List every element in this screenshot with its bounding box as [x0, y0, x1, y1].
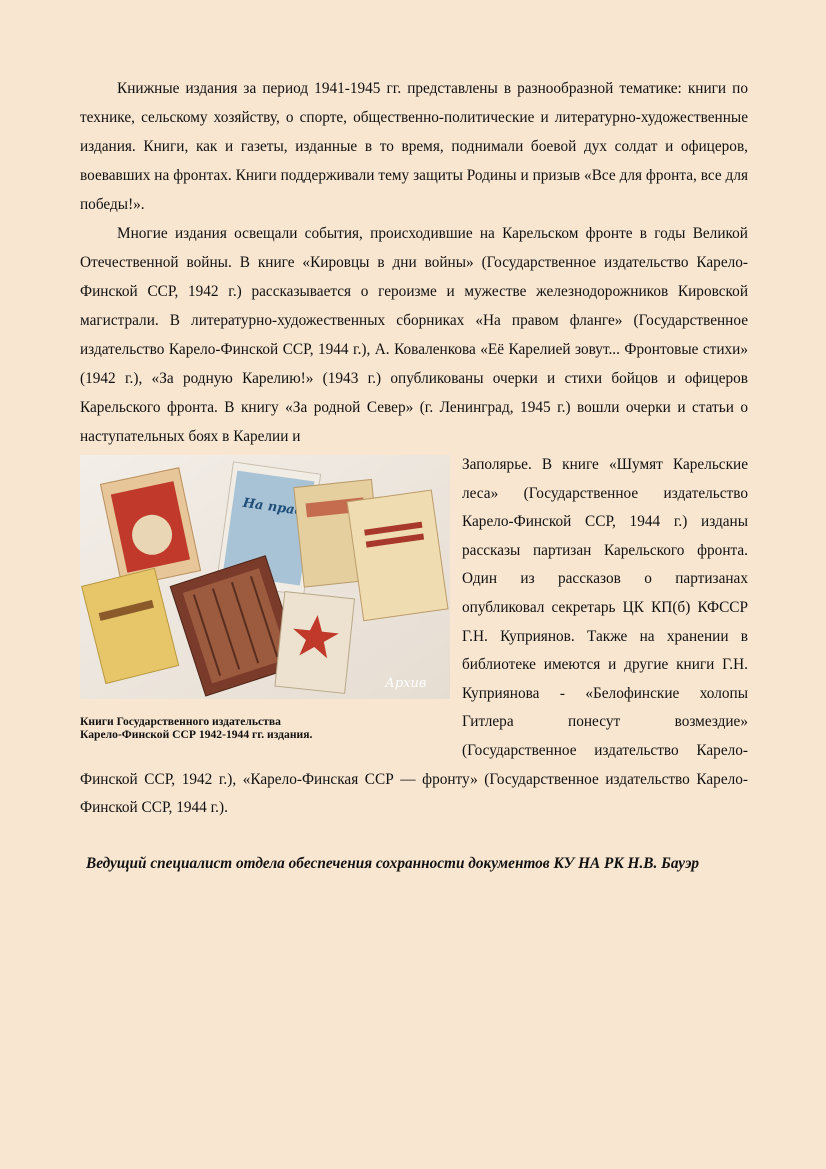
books-photo — [80, 455, 450, 699]
book-karelo-finskaya — [347, 490, 448, 621]
svg-text:На правом фланге: На — [241, 495, 265, 514]
caption-line-1: Книги Государственного издательства — [80, 715, 281, 728]
book-star — [275, 592, 355, 694]
caption-line-2: Карело-Финской ССР 1942-1944 гг. издания. — [80, 728, 313, 741]
wrapped-paragraph: Заполярье. В книге «Шумят Карельские леса» (Государственное издательство Карело-Финской ССР, 1944 г.) изданы рассказы партизан Карельского фронта. Один из рассказов о партизанах опубликовал секретарь ЦК КП(б) КФССР Г.Н. Куприянов. Также на хранении в библиотеке имеются и другие книги Г.Н. Куприянова - «Белофинские холопы Гитлера понесут возмездие» (Государственное издательство Карело-Финской ССР, 1942 г.), «Карело-Финская ССР — фронту» (Государственное издательство Карело-Финской ССР, 1944 г.). — [80, 456, 748, 817]
archive-watermark: Архив — [385, 676, 427, 691]
karelian-front-paragraph: Многие издания освещали события, происходившие на Карельском фронте в годы Великой Отечественной войны. В книге «Кировцы в дни войны» (Государственное издательство Карело-Финской ССР, 1942 г.) рассказывается о героизме и мужестве железнодорожников Кировской магистрали. В литературно-художественных сборниках «На правом фланге» (Государственное издательство Карело-Финской ССР, 1944 г.), А. Коваленкова «Её Карелией зовут... Фронтовые стихи» (1942 г.), «За родную Карелию!» (1943 г.) опубликованы очерки и стихи бойцов и офицеров Карельского фронта. В книгу «За родной Север» (г. Ленинград, 1945 г.) вошли очерки и статьи о наступательных боях в Карелии и — [80, 225, 748, 445]
intro-paragraph: Книжные издания за период 1941-1945 гг. представлены в разнообразной тематике: книги по технике, сельскому хозяйству, о спорте, общественно-политические и литературно-художественные издания. Книги, как и газеты, изданные в то время, поднимали боевой дух солдат и офицеров, воевавших на фронтах. Книги поддерживали тему защиты Родины и призыв «Все для фронта, все для победы!». — [80, 80, 748, 213]
figure-wrap-block — [80, 451, 748, 823]
figure-caption — [80, 715, 452, 741]
author-signature: Ведущий специалист отдела обеспечения сохранности документов КУ НА РК Н.В. Бауэр — [86, 855, 700, 872]
books-figure — [80, 455, 452, 741]
